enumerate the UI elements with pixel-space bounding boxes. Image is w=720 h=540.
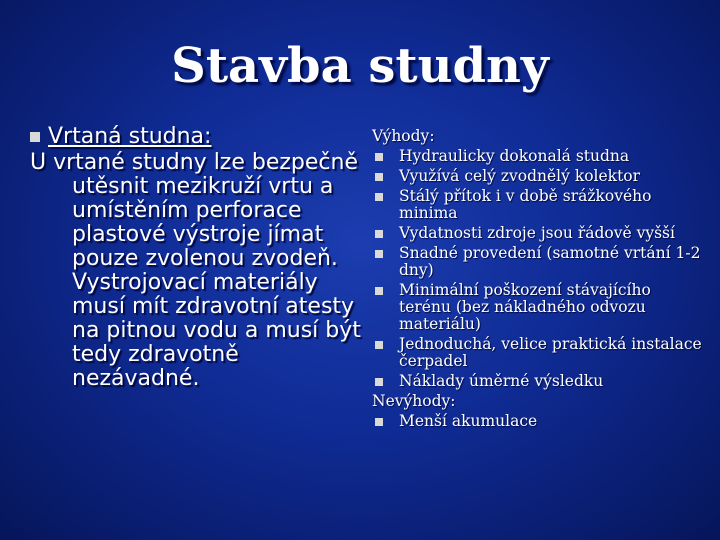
square-bullet-icon [375,173,383,181]
pros-item-text: Náklady úměrné výsledku [399,372,604,390]
slide-title: Stavba studny [171,38,549,94]
pros-item-text: Stálý přítok i v době srážkového minima [399,187,652,222]
square-bullet-icon [375,378,383,386]
pros-item-text: Vydatnosti zdroje jsou řádově vyšší [399,224,675,242]
square-bullet-icon [375,153,383,161]
square-bullet-icon [375,193,383,201]
cons-label: Nevýhody: [372,392,456,410]
pros-item-text: Hydraulicky dokonalá studna [399,147,630,165]
list-item [372,168,702,185]
list-item [372,336,702,370]
list-item [372,225,702,242]
left-heading-row [30,125,365,149]
left-body-text: U vrtané studny lze bezpečně utěsnit mezikruží vrtu a umístěním perforace plastové výstroje jímat pouze zvolenou zvodeň. Vystrojovací materiály musí mít zdravotní atesty na pitnou vodu a musí být tedy zdravotně nezávadné. [30,150,361,391]
left-column [30,125,365,391]
pros-label: Výhody: [372,127,435,145]
pros-item-text: Jednoduchá, velice praktická instalace čerpadel [399,335,702,370]
cons-item-text: Menší akumulace [399,412,538,430]
pros-item-text: Minimální poškození stávajícího terénu (bez nákladného odvozu materiálu) [399,281,651,333]
list-item [372,148,702,165]
left-heading: Vrtaná studna: [48,124,212,149]
square-bullet-icon [375,250,383,258]
list-item [372,245,702,279]
cons-list [372,413,702,430]
list-item [372,373,702,390]
square-bullet-icon [375,341,383,349]
list-item [372,282,702,333]
list-item [372,413,702,430]
square-bullet-icon [375,230,383,238]
right-column [372,128,702,433]
list-item [372,188,702,222]
square-bullet-icon [375,287,383,295]
square-bullet-icon [375,418,383,426]
pros-item-text: Snadné provedení (samotné vrtání 1-2 dny) [399,244,701,279]
square-bullet-icon [30,132,40,142]
pros-list [372,148,702,390]
pros-item-text: Využívá celý zvodnělý kolektor [399,167,641,185]
